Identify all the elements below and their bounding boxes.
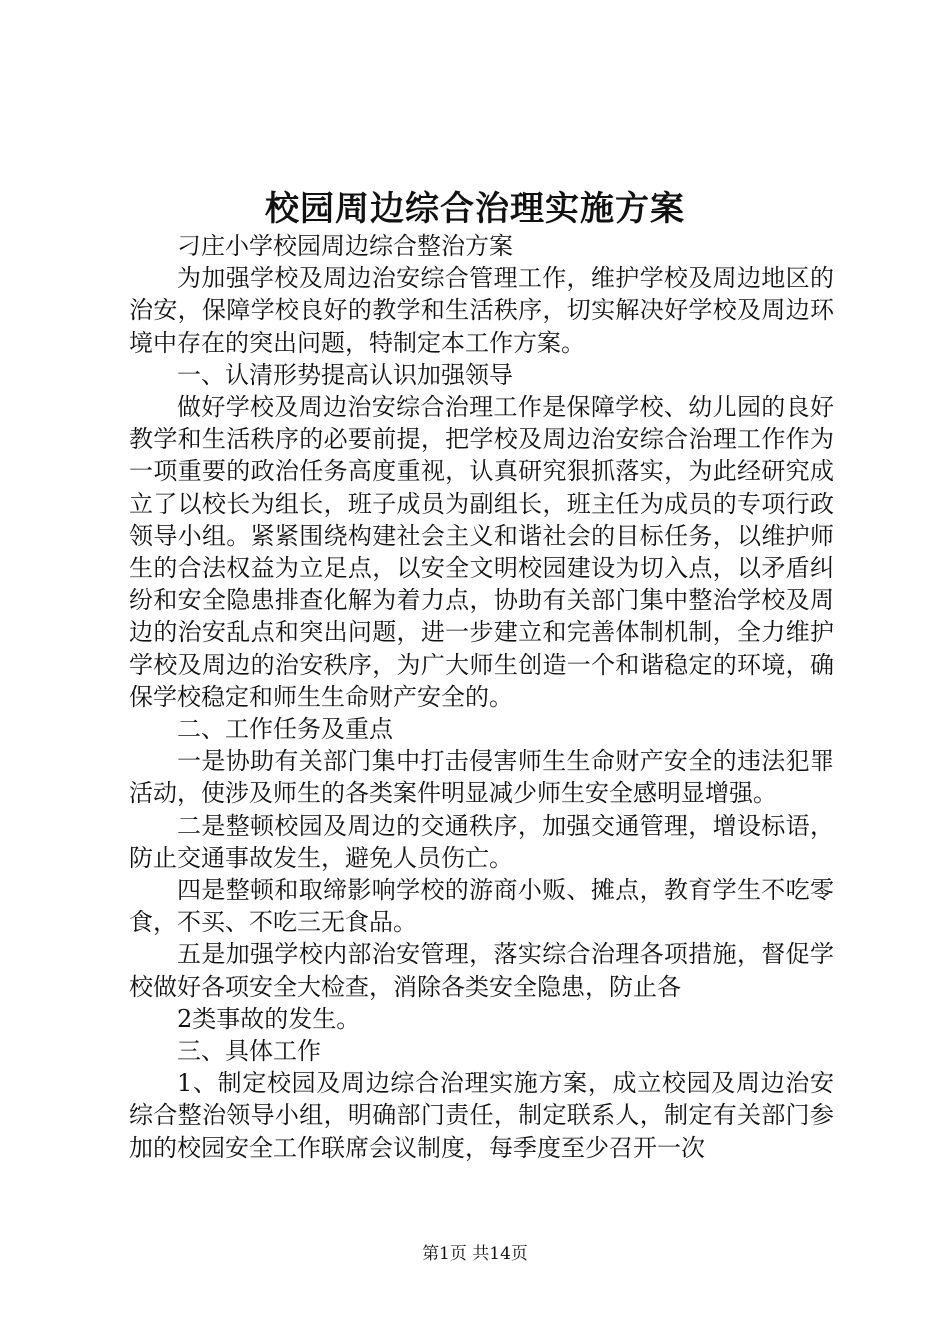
section-heading-2: 二、工作任务及重点 <box>177 715 393 744</box>
intro-paragraph: 为加强学校及周边治安综合管理工作，维护学校及周边地区的治安，保障学校良好的教学和生活秩序，切实解决好学校及周边环境中存在的突出问题，特制定本工作方案。 <box>129 264 834 357</box>
task-paragraph-5-continued: 2类事故的发生。 <box>177 1004 361 1033</box>
section-heading-1: 一、认清形势提高认识加强领导 <box>177 360 513 389</box>
task-paragraph-5: 五是加强学校内部治安管理，落实综合治理各项措施，督促学校做好各项安全大检查，消除各类安全隐患，防止各 <box>129 940 834 1001</box>
section-heading-3: 三、具体工作 <box>177 1037 321 1066</box>
page-number-footer: 第1页 共14页 <box>422 1244 528 1264</box>
task-paragraph-1: 一是协助有关部门集中打击侵害师生生命财产安全的违法犯罪活动，使涉及师生的各类案件明显减少师生安全感明显增强。 <box>129 747 834 808</box>
task-paragraph-2: 二是整顿校园及周边的交通秩序，加强交通管理，增设标语，防止交通事故发生，避免人员伤亡。 <box>129 811 834 872</box>
document-title: 校园周边综合治理实施方案 <box>265 189 685 229</box>
task-paragraph-4: 四是整顿和取缔影响学校的游商小贩、摊点，教育学生不吃零食，不买、不吃三无食品。 <box>129 876 834 937</box>
document-body <box>129 230 834 1164</box>
section-1-paragraph: 做好学校及周边治安综合治理工作是保障学校、幼儿园的良好教学和生活秩序的必要前提，把学校及周边治安综合治理工作作为一项重要的政治任务高度重视，认真研究狠抓落实，为此经研究成立了以校长为组长，班子成员为副组长，班主任为成员的专项行政领导小组。紧紧围绕构建社会主义和谐社会的目标任务，以维护师生的合法权益为立足点，以安全文明校园建设为切入点，以矛盾纠纷和安全隐患排查化解为着力点，协助有关部门集中整治学校及周边的治安乱点和突出问题，进一步建立和完善体制机制，全力维护学校及周边的治安秩序，为广大师生创造一个和谐稳定的环境，确保学校稳定和师生生命财产安全的。 <box>129 393 834 711</box>
work-paragraph-1: 1、制定校园及周边综合治理实施方案，成立校园及周边治安综合整治领导小组，明确部门责任，制定联系人，制定有关部门参加的校园安全工作联席会议制度，每季度至少召开一次 <box>129 1069 834 1162</box>
school-plan-subtitle: 刁庄小学校园周边综合整治方案 <box>177 232 513 260</box>
